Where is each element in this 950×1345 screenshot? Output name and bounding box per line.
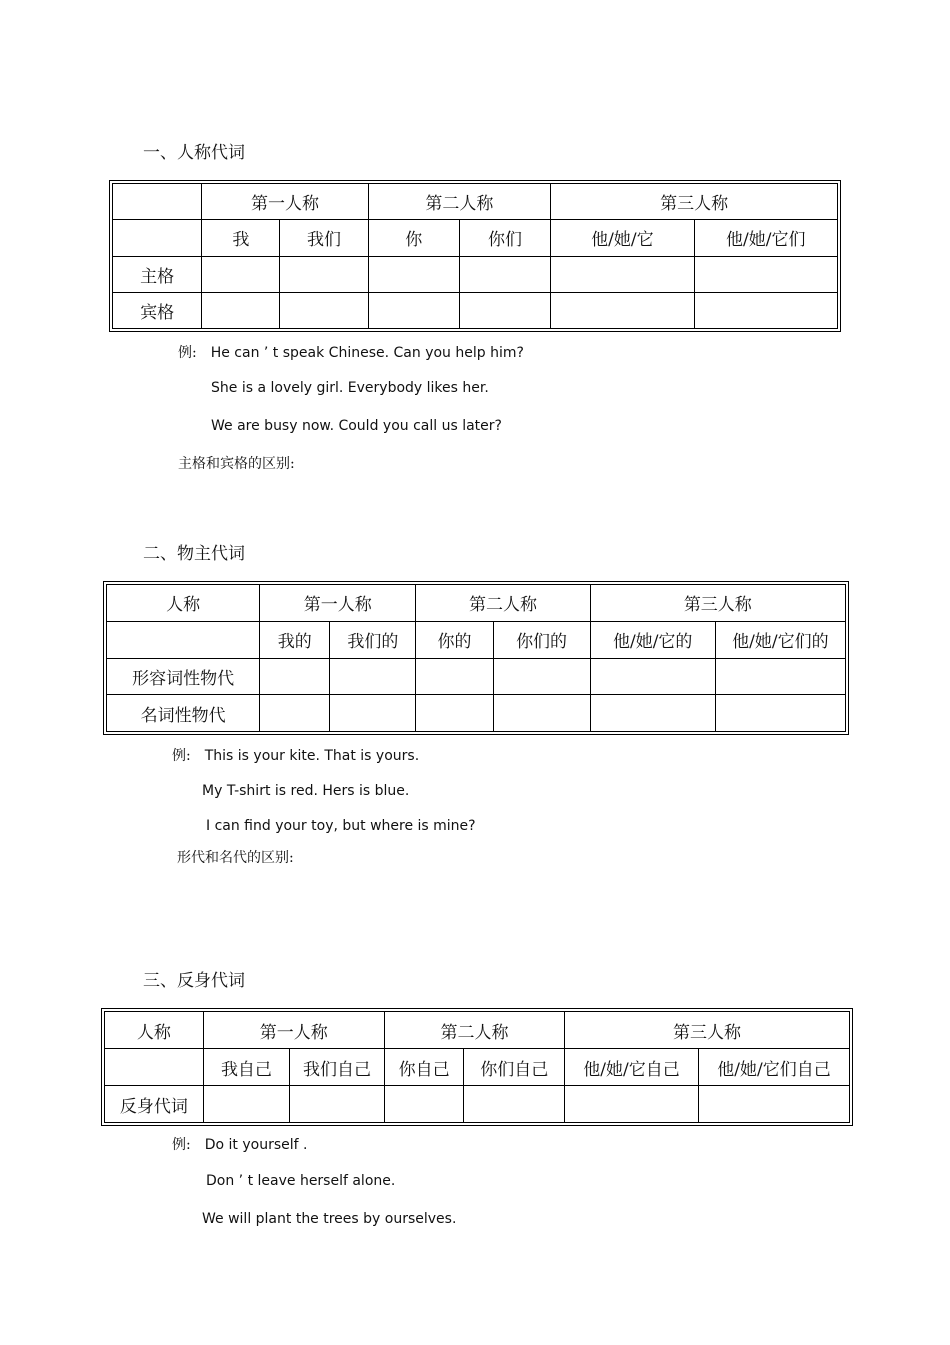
table-cell bbox=[107, 621, 260, 658]
blank-cell bbox=[715, 658, 845, 695]
header-third-person: 第三人称 bbox=[551, 184, 838, 220]
blank-cell bbox=[551, 292, 694, 328]
blank-cell bbox=[459, 292, 550, 328]
example-text: This is your kite. That is yours. bbox=[204, 748, 420, 764]
table-cell bbox=[113, 220, 202, 256]
header-first-person: 第一人称 bbox=[203, 1012, 384, 1049]
blank-cell bbox=[330, 695, 416, 732]
blank-cell bbox=[698, 1086, 849, 1123]
subheader-cell: 你 bbox=[368, 220, 459, 256]
blank-cell bbox=[590, 695, 715, 732]
table-cell bbox=[105, 1049, 204, 1086]
subheader-cell: 我们的 bbox=[330, 621, 416, 658]
blank-cell bbox=[715, 695, 845, 732]
example-line bbox=[178, 342, 524, 362]
blank-cell bbox=[260, 695, 330, 732]
subheader-cell: 我们自己 bbox=[290, 1049, 385, 1086]
subheader-cell: 你们自己 bbox=[464, 1049, 565, 1086]
example-text: We are busy now. Could you call us later? bbox=[211, 418, 502, 434]
table-corner-cell bbox=[113, 184, 202, 220]
example-text: He can ’ t speak Chinese. Can you help him? bbox=[210, 345, 524, 361]
blank-cell bbox=[694, 256, 837, 292]
header-first-person: 第一人称 bbox=[260, 585, 416, 622]
blank-cell bbox=[590, 658, 715, 695]
blank-cell bbox=[551, 256, 694, 292]
row-label-subjective: 主格 bbox=[113, 256, 202, 292]
possessive-pronoun-table bbox=[103, 581, 849, 735]
blank-cell bbox=[384, 1086, 464, 1123]
blank-cell bbox=[459, 256, 550, 292]
blank-cell bbox=[260, 658, 330, 695]
blank-cell bbox=[368, 292, 459, 328]
header-second-person: 第二人称 bbox=[368, 184, 551, 220]
blank-cell bbox=[202, 256, 280, 292]
row-label-reflexive: 反身代词 bbox=[105, 1086, 204, 1123]
blank-cell bbox=[202, 292, 280, 328]
example-label: 例: bbox=[172, 1137, 191, 1153]
blank-cell bbox=[368, 256, 459, 292]
subheader-cell: 你们 bbox=[459, 220, 550, 256]
subheader-cell: 我的 bbox=[260, 621, 330, 658]
header-second-person: 第二人称 bbox=[384, 1012, 564, 1049]
example-text: Don ’ t leave herself alone. bbox=[206, 1173, 396, 1189]
row-label-objective: 宾格 bbox=[113, 292, 202, 328]
subheader-cell: 他/她/它们自己 bbox=[698, 1049, 849, 1086]
subheader-cell: 他/她/它们 bbox=[694, 220, 837, 256]
section-1-title: 一、人称代词 bbox=[143, 143, 245, 163]
example-text: My T-shirt is red. Hers is blue. bbox=[202, 783, 410, 799]
section-3-title: 三、反身代词 bbox=[143, 971, 245, 991]
subheader-cell: 他/她/它的 bbox=[590, 621, 715, 658]
example-text: She is a lovely girl. Everybody likes her. bbox=[211, 380, 489, 396]
reflexive-pronoun-table bbox=[101, 1008, 853, 1126]
row-label-adjectival: 形容词性物代 bbox=[107, 658, 260, 695]
section-note: 主格和宾格的区别: bbox=[178, 456, 295, 472]
corner-label: 人称 bbox=[107, 585, 260, 622]
personal-pronoun-table bbox=[109, 180, 841, 332]
header-second-person: 第二人称 bbox=[416, 585, 590, 622]
blank-cell bbox=[565, 1086, 699, 1123]
subheader-cell: 你们的 bbox=[493, 621, 590, 658]
subheader-cell: 你自己 bbox=[384, 1049, 464, 1086]
example-line bbox=[172, 745, 419, 765]
blank-cell bbox=[330, 658, 416, 695]
blank-cell bbox=[416, 658, 493, 695]
row-label-nominal: 名词性物代 bbox=[107, 695, 260, 732]
blank-cell bbox=[203, 1086, 290, 1123]
subheader-cell: 他/她/它们的 bbox=[715, 621, 845, 658]
section-2-title: 二、物主代词 bbox=[143, 544, 245, 564]
subheader-cell: 他/她/它 bbox=[551, 220, 694, 256]
subheader-cell: 你的 bbox=[416, 621, 493, 658]
blank-cell bbox=[694, 292, 837, 328]
blank-cell bbox=[416, 695, 493, 732]
example-line bbox=[172, 1134, 307, 1154]
blank-cell bbox=[280, 256, 368, 292]
header-third-person: 第三人称 bbox=[565, 1012, 850, 1049]
blank-cell bbox=[464, 1086, 565, 1123]
example-label: 例: bbox=[172, 748, 191, 764]
section-note: 形代和名代的区别: bbox=[177, 850, 294, 866]
subheader-cell: 我 bbox=[202, 220, 280, 256]
corner-label: 人称 bbox=[105, 1012, 204, 1049]
blank-cell bbox=[290, 1086, 385, 1123]
blank-cell bbox=[493, 695, 590, 732]
header-third-person: 第三人称 bbox=[590, 585, 845, 622]
example-text: I can find your toy, but where is mine? bbox=[206, 818, 476, 834]
example-text: Do it yourself . bbox=[204, 1137, 308, 1153]
blank-cell bbox=[493, 658, 590, 695]
subheader-cell: 他/她/它自己 bbox=[565, 1049, 699, 1086]
blank-cell bbox=[280, 292, 368, 328]
example-label: 例: bbox=[178, 345, 197, 361]
example-text: We will plant the trees by ourselves. bbox=[202, 1211, 457, 1227]
header-first-person: 第一人称 bbox=[202, 184, 368, 220]
subheader-cell: 我们 bbox=[280, 220, 368, 256]
subheader-cell: 我自己 bbox=[203, 1049, 290, 1086]
